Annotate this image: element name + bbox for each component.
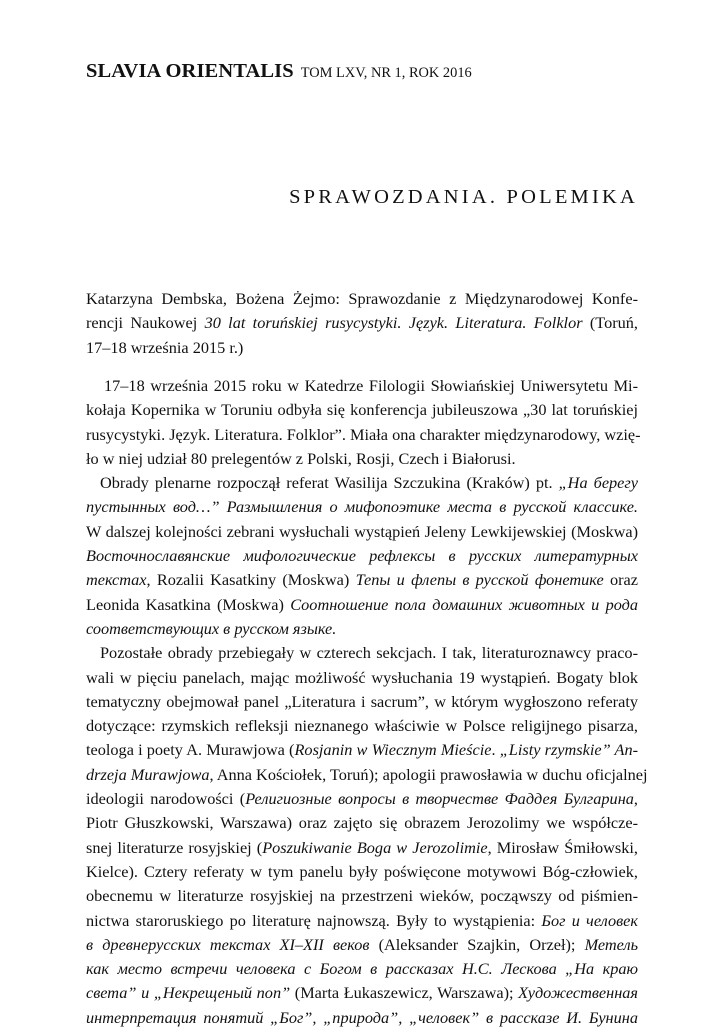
text-line (86, 495, 638, 519)
italic-run: текстах (86, 570, 147, 590)
article-body (86, 374, 648, 1030)
italic-run: drzeja Murawjowa (86, 764, 210, 784)
italic-run: „Listy rzymskie” An- (499, 740, 639, 760)
heading-line (86, 311, 638, 335)
text-run: , Anna Kościołek, Toruń); apologii prawosławia w duchu oficjalnej (209, 764, 648, 784)
italic-run: Художественная (518, 983, 638, 1003)
text-line (86, 1006, 638, 1030)
article-heading (86, 287, 638, 360)
text-run: dotyczące: rzymskich refleksji nieznanego właściwie w Polsce religijnego pisarza, (86, 716, 638, 736)
text-line (86, 787, 638, 811)
text-line (86, 423, 641, 447)
text-line (86, 957, 638, 981)
heading-line (86, 336, 638, 360)
issue-info: TOM LXV, NR 1, ROK 2016 (300, 65, 472, 81)
text-line (86, 884, 638, 908)
text-line (86, 398, 638, 422)
italic-run: 30 lat toruńskiej rusycystyki. Język. Literatura. Folklor (204, 313, 583, 333)
text-line (86, 811, 638, 835)
text-run: nictwa staroruskiego po literaturę najnowszą. Były to wystąpienia: (86, 910, 542, 930)
text-run: , (633, 789, 638, 809)
text-line (86, 520, 638, 544)
text-run: . (491, 740, 500, 760)
paragraph (86, 641, 648, 1030)
text-line (86, 374, 638, 398)
running-header (86, 60, 472, 83)
text-line (86, 836, 638, 860)
text-line (86, 666, 638, 690)
text-run: W dalszej kolejności zebrani wysłuchali wystąpień Jeleny Lewkijewskiej (Moskwa) (86, 521, 638, 541)
text-run: Obrady plenarne rozpoczął referat Wasilija Szczukina (Kraków) pt. (100, 473, 559, 493)
text-run: (Aleksander Szajkin, Orzeł); (369, 934, 585, 954)
text-line (86, 447, 638, 471)
text-run: , Rozalii Kasatkiny (Moskwa) (146, 570, 356, 590)
text-run: Leonida Kasatkina (Moskwa) (86, 594, 291, 614)
italic-run: пустынных вод…” Размышления о мифопоэтике места в русской классике. (86, 497, 638, 517)
text-run: kołaja Kopernika w Toruniu odbyła się konferencja jubileuszowa „30 lat toruńskiej (86, 400, 638, 420)
italic-run: Тепы и флепы в русской фонетике (355, 570, 604, 590)
text-run: , Mirosław Śmiłowski, (487, 837, 638, 857)
text-run: 17–18 września 2015 r.) (86, 337, 244, 357)
italic-run: интерпретация понятий „Бог”, „природа”, „человек” в рассказе И. Бунина (86, 1007, 638, 1027)
text-run: rusycystyki. Język. Literatura. Folklor”. Miała ona charakter międzynarodowy, wzię- (86, 424, 641, 444)
text-run: obecnemu w literaturze rosyjskiej na przestrzeni wieków, począwszy od piśmien- (86, 886, 638, 906)
text-run: Pozostałe obrady przebiegały w czterech sekcjach. I tak, literaturoznawcy praco- (100, 643, 638, 663)
text-run: Kielce). Cztery referaty w tym panelu były poświęcone motywowi Bóg-człowiek, (86, 861, 638, 881)
text-run: (Toruń, (582, 313, 639, 333)
text-run: Piotr Głuszkowski, Warszawa) oraz zajęto się obrazem Jerozolimy we współcze- (86, 813, 638, 833)
heading-line (86, 287, 638, 311)
italic-run: Восточнославянские мифологические рефлексы в русских литературных (86, 546, 638, 566)
text-line (86, 738, 638, 762)
italic-run: Религиозные вопросы в творчестве Фаддея Булгарина (245, 789, 634, 809)
italic-run: как место встречи человека с Богом в рассказах Н.С. Лескова „На краю (86, 959, 638, 979)
text-run: wali w pięciu panelach, mając możliwość wysłuchania 19 wystąpień. Bogaty blok (86, 667, 638, 687)
text-line (86, 690, 638, 714)
text-line (86, 714, 638, 738)
italic-run: Бог и человек (541, 910, 638, 930)
text-line (86, 617, 638, 641)
text-run: Katarzyna Dembska, Bożena Żejmo: Sprawozdanie z Międzynarodowej Konfe- (86, 289, 638, 308)
text-line (86, 544, 638, 568)
text-line (86, 763, 648, 787)
text-line (86, 593, 638, 617)
italic-run: Rosjanin w Wiecznym Mieście (294, 740, 492, 760)
text-line (86, 860, 638, 884)
text-line (86, 471, 638, 495)
italic-run: Метель (584, 934, 638, 954)
text-line (86, 933, 638, 957)
journal-title: SLAVIA ORIENTALIS (86, 60, 294, 82)
text-run: tematyczny obejmował panel „Literatura i sacrum”, w którym wygłoszono referaty (86, 691, 638, 711)
paragraph (86, 374, 641, 471)
italic-run: Poszukiwanie Boga w Jerozolimie (262, 837, 488, 857)
text-run: rencji Naukowej (86, 313, 205, 333)
italic-run: света” и „Некрещеный поп” (86, 983, 291, 1003)
section-title: SPRAWOZDANIA. POLEMIKA (289, 186, 638, 208)
italic-run: в древнерусских текстах XI–XII веков (86, 934, 370, 954)
text-run: ideologii narodowości ( (86, 789, 246, 809)
text-line (86, 909, 638, 933)
italic-run: Соотношение пола домашних животных и рода (290, 594, 639, 614)
text-run: teologa i poety A. Murawjowa ( (86, 740, 295, 760)
text-run: (Marta Łukaszewicz, Warszawa); (290, 983, 519, 1003)
text-line (86, 641, 638, 665)
text-run: ło w niej udział 80 prelegentów z Polski, Rosji, Czech i Białorusi. (86, 448, 516, 468)
text-run: snej literaturze rosyjskiej ( (86, 837, 263, 857)
text-run: 17–18 września 2015 roku w Katedrze Filologii Słowiańskiej Uniwersytetu Mi- (104, 376, 638, 395)
text-line (86, 981, 638, 1005)
text-run: oraz (603, 570, 638, 590)
paragraph (86, 471, 638, 641)
italic-run: „На берегу (558, 473, 638, 493)
italic-run: соответствующих в русском языке. (86, 618, 337, 638)
text-line (86, 568, 638, 592)
